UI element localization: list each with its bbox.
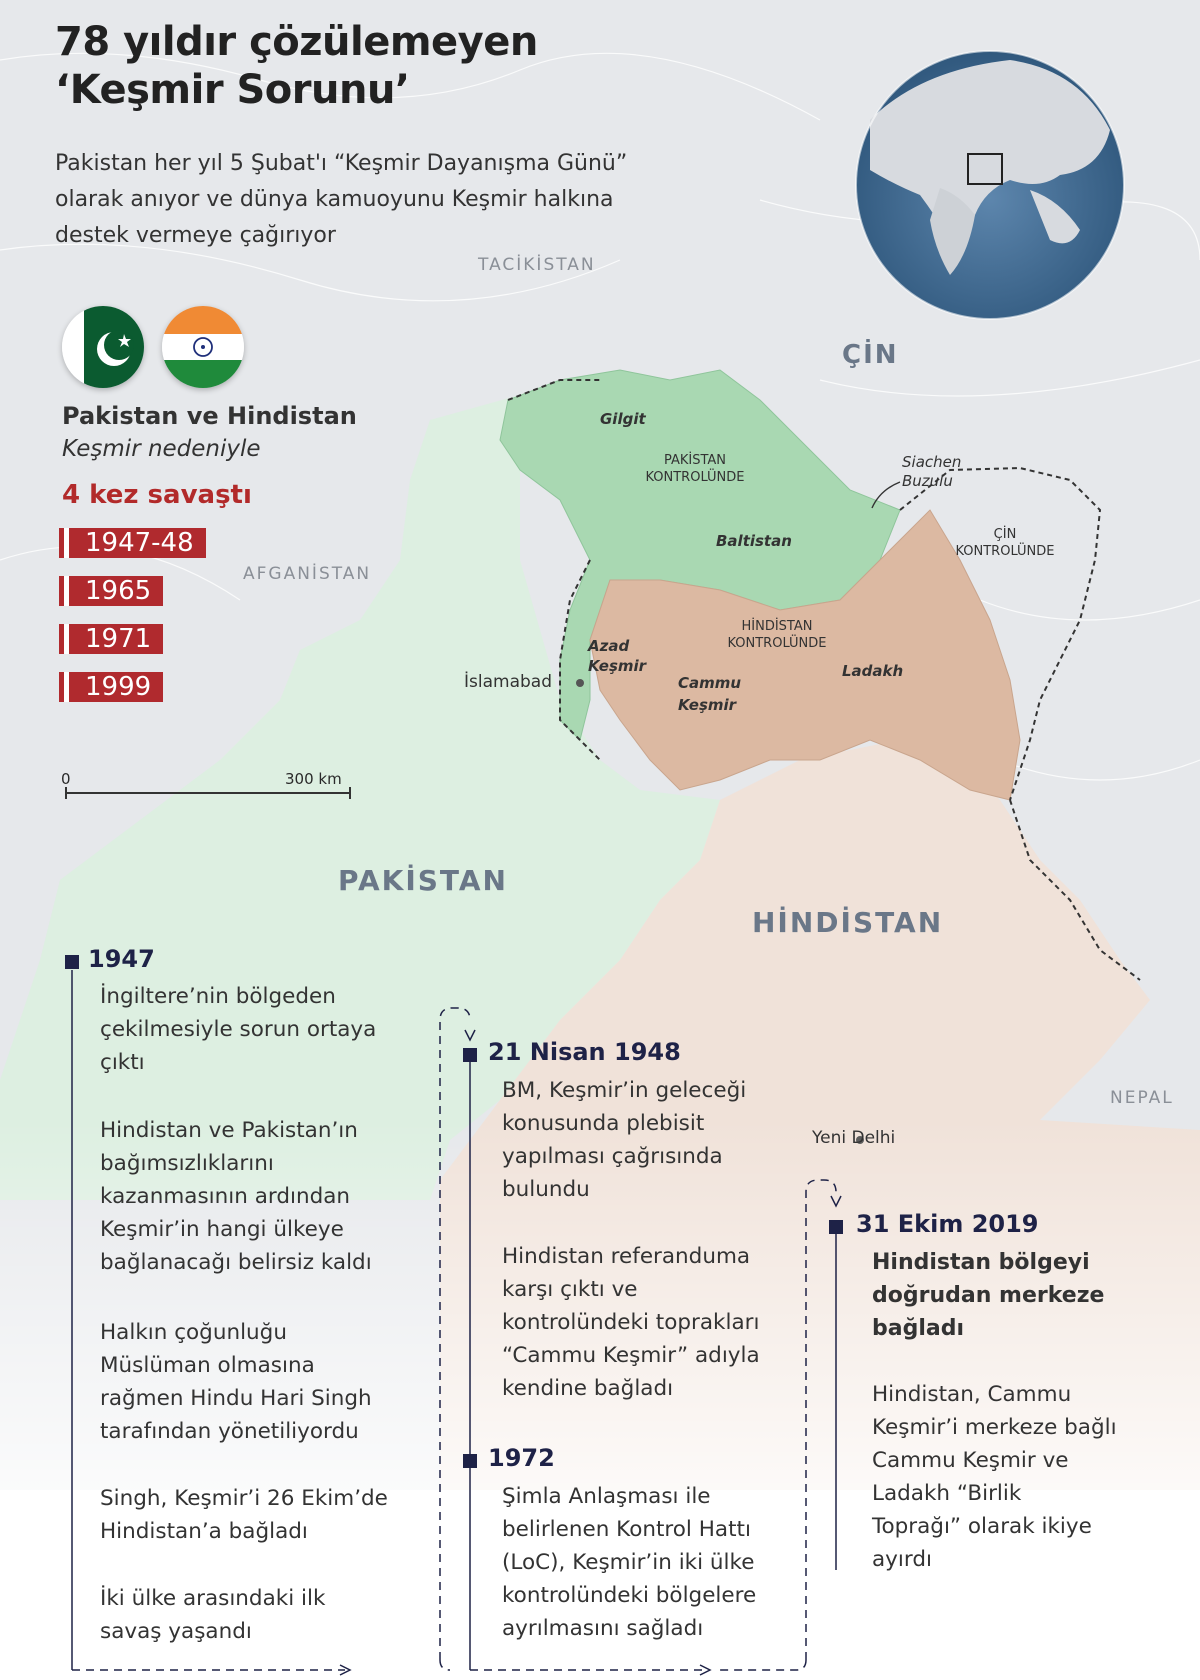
jammu-kashmir-label: Cammu Keşmir <box>678 674 742 714</box>
timeline-1947-para-4: Singh, Keşmir’i 26 Ekim’de Hindistan’a bağladı <box>100 1486 388 1544</box>
china-control-label: ÇİN KONTROLÜNDE <box>955 527 1055 559</box>
siachen-label: Siachen Buzulu <box>902 453 962 490</box>
timeline-1947-para-5: İki ülke arasındaki ilk savaş yaşandı <box>100 1586 326 1644</box>
wars-count: 4 kez savaştı <box>62 480 252 510</box>
islamabad-dot <box>576 679 584 687</box>
india-flag-icon <box>162 306 244 388</box>
pakistan-flag-icon <box>62 306 144 388</box>
war-year-tag: 1965 <box>64 576 163 606</box>
timeline-date-1947: 1947 <box>88 945 155 973</box>
scale-start-label: 0 <box>61 770 71 788</box>
war-year-tag: 1999 <box>64 672 163 702</box>
title-line-2: ‘Keşmir Sorunu’ <box>55 67 410 113</box>
timeline-date-2019: 31 Ekim 2019 <box>856 1210 1039 1238</box>
timeline-2019-headline: Hindistan bölgeyi doğrudan merkeze bağladı <box>872 1250 1105 1341</box>
afghanistan-label: AFGANİSTAN <box>243 564 372 584</box>
islamabad-label: İslamabad <box>464 672 552 692</box>
timeline-1947-para-3: Halkın çoğunluğu Müslüman olmasına rağmen Hindu Hari Singh tarafından yönetiliyordu <box>100 1320 372 1444</box>
timeline-date-1948: 21 Nisan 1948 <box>488 1038 681 1066</box>
timeline-marker-1948 <box>463 1048 477 1062</box>
scale-end-label: 300 km <box>285 770 342 788</box>
war-year-tag: 1971 <box>64 624 163 654</box>
pakistan-control-label: PAKİSTAN KONTROLÜNDE <box>645 453 745 485</box>
nepal-label: NEPAL <box>1110 1088 1174 1108</box>
war-year-tag: 1947-48 <box>64 528 206 558</box>
subtitle-line-1: Pakistan her yıl 5 Şubat'ı “Keşmir Dayanışma Günü” <box>55 151 628 176</box>
india-control-label: HİNDİSTAN KONTROLÜNDE <box>727 619 827 651</box>
subtitle-line-2: olarak anıyor ve dünya kamuoyunu Keşmir halkına <box>55 187 614 212</box>
baltistan-label: Baltistan <box>716 532 792 550</box>
timeline-2019-para-1: Hindistan, Cammu Keşmir’i merkeze bağlı Cammu Keşmir ve Ladakh “Birlik Toprağı” olarak ikiye ayırdı <box>872 1382 1117 1572</box>
wars-heading: Pakistan ve Hindistan <box>62 402 357 430</box>
page-title <box>55 18 538 114</box>
ladakh-label: Ladakh <box>842 662 904 680</box>
timeline-date-1972: 1972 <box>488 1444 555 1472</box>
timeline-1948-para-1: BM, Keşmir’in geleceği konusunda plebisit yapılması çağrısında bulundu <box>502 1078 747 1202</box>
china-label: ÇİN <box>842 340 899 370</box>
tajikistan-label: TACİKİSTAN <box>478 255 596 275</box>
timeline-1947-para-1: İngiltere’nin bölgeden çekilmesiyle sorun ortaya çıktı <box>100 984 377 1075</box>
timeline-1947-para-2: Hindistan ve Pakistan’ın bağımsızlıklarını kazanmasının ardından Keşmir’in hangi ülkeye bağlanacağı belirsiz kaldı <box>100 1118 372 1275</box>
gilgit-label: Gilgit <box>600 410 646 428</box>
new-delhi-label: Yeni Delhi <box>812 1128 896 1148</box>
timeline-marker-2019 <box>829 1220 843 1234</box>
page-subtitle <box>55 146 755 254</box>
wars-subheading: Keşmir nedeniyle <box>62 436 261 462</box>
globe-locator <box>856 51 1124 319</box>
timeline-1972-para-1: Şimla Anlaşması ile belirlenen Kontrol Hattı (LoC), Keşmir’in iki ülke kontrolündeki bölgelere ayrılmasını sağladı <box>502 1484 757 1641</box>
title-line-1: 78 yıldır çözülemeyen <box>55 19 538 65</box>
timeline-marker-1947 <box>65 955 79 969</box>
india-label: HİNDİSTAN <box>752 906 944 939</box>
pakistan-label: PAKİSTAN <box>338 864 508 897</box>
timeline-marker-1972 <box>463 1454 477 1468</box>
subtitle-line-3: destek vermeye çağırıyor <box>55 223 336 248</box>
timeline-1948-para-2: Hindistan referanduma karşı çıktı ve kontrolündeki toprakları “Cammu Keşmir” adıyla kendine bağladı <box>502 1244 760 1401</box>
azad-kashmir-label: Azad Keşmir <box>588 637 647 675</box>
